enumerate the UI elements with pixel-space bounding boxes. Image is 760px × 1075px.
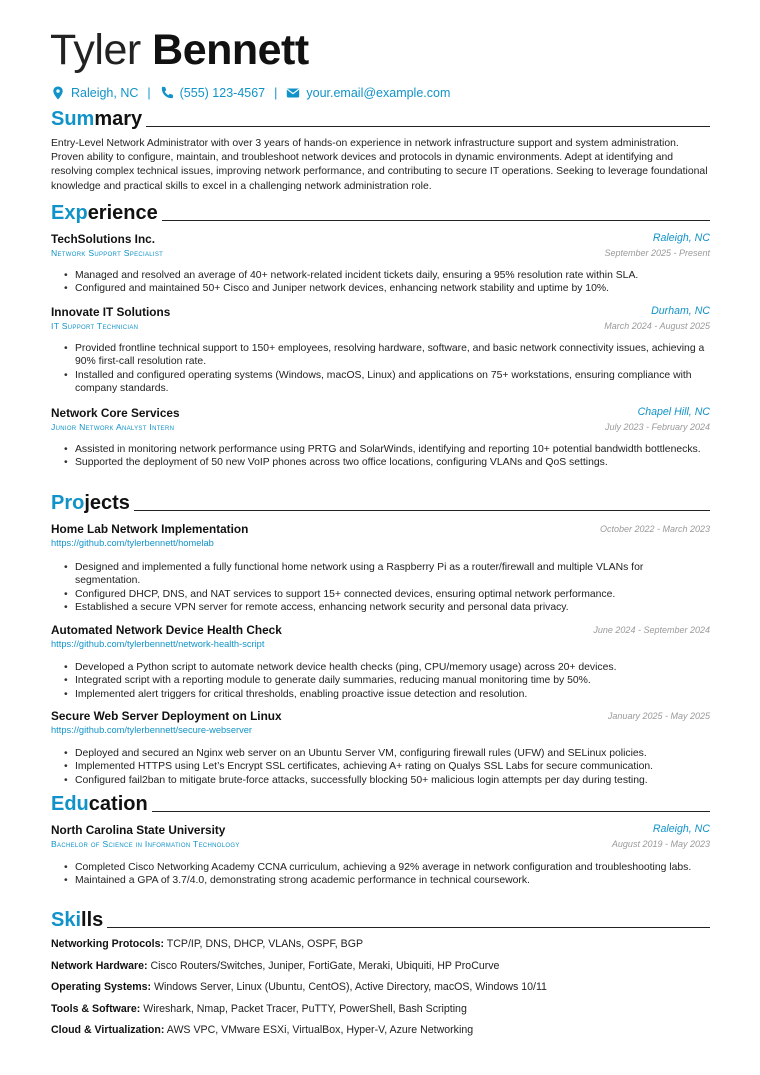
project-dates: October 2022 - March 2023 bbox=[599, 524, 710, 534]
skill-label: Tools & Software: bbox=[51, 1002, 141, 1015]
last-name: Bennett bbox=[152, 26, 309, 74]
skill-value: Wireshark, Nmap, Packet Tracer, PuTTY, PowerShell, Bash Scripting bbox=[143, 1002, 467, 1015]
employer-name: Network Core Services bbox=[51, 406, 180, 420]
project-bullets bbox=[51, 747, 710, 787]
section-rule bbox=[146, 126, 710, 127]
school-name: North Carolina State University bbox=[51, 823, 226, 837]
skill-value: AWS VPC, VMware ESXi, VirtualBox, Hyper-V, Azure Networking bbox=[166, 1024, 474, 1036]
project-link[interactable]: https://github.com/tylerbennett/secure-webserver bbox=[51, 725, 253, 735]
project-dates: June 2024 - September 2024 bbox=[593, 625, 710, 635]
location-text: Raleigh, NC bbox=[71, 86, 139, 100]
list-item: • Maintained a GPA of 3.7/4.0, demonstrating strong academic performance in technical coursework. bbox=[51, 874, 710, 887]
contact-phone[interactable] bbox=[160, 85, 265, 101]
project-link[interactable]: https://github.com/tylerbennett/homelab bbox=[51, 538, 214, 548]
list-item: • Managed and resolved an average of 40+ network-related incident tickets daily, ensuring a 95% resolution rate within SLA. bbox=[51, 269, 710, 282]
skill-row bbox=[51, 1002, 710, 1024]
experience-heading: Experience bbox=[51, 202, 710, 224]
map-marker-icon bbox=[51, 86, 65, 100]
job-bullets bbox=[51, 342, 710, 396]
skill-value: Cisco Routers/Switches, Juniper, FortiGate, Meraki, Ubiquiti, HP ProCurve bbox=[150, 959, 500, 972]
summary-heading: Summary bbox=[51, 108, 710, 130]
contact-email[interactable] bbox=[286, 85, 450, 101]
employer-name: TechSolutions Inc. bbox=[51, 232, 155, 246]
list-item: • Provided frontline technical support to 150+ employees, resolving hardware, software, and basic network connectivity issues, achieving a 90% first-call resolution rate. bbox=[51, 342, 710, 369]
list-item: • Established a secure VPN server for remote access, enhancing network security and personal data privacy. bbox=[51, 601, 710, 614]
contact-separator: | bbox=[147, 86, 151, 100]
list-item: • Deployed and secured an Nginx web server on an Ubuntu Server VM, configuring firewall rules (UFW) and SELinux policies. bbox=[51, 747, 710, 760]
job-dates: September 2025 - Present bbox=[604, 248, 710, 258]
section-rule bbox=[134, 510, 710, 511]
list-item: • Implemented HTTPS using Let’s Encrypt SSL certificates, achieving A+ rating on Qualys SSL Labs for secure communication. bbox=[51, 760, 710, 773]
list-item: • Developed a Python script to automate network device health checks (ping, CPU/memory usage) across 20+ devices. bbox=[51, 661, 710, 674]
list-item: • Integrated script with a reporting module to generate daily summaries, reducing manual monitoring time by 50%. bbox=[51, 674, 710, 687]
job-location: Durham, NC bbox=[651, 305, 710, 317]
job-location: Raleigh, NC bbox=[652, 232, 710, 244]
education-dates: August 2019 - May 2023 bbox=[611, 839, 710, 849]
skill-label: Network Hardware: bbox=[51, 959, 148, 972]
employer-name: Innovate IT Solutions bbox=[51, 305, 171, 319]
list-item: • Assisted in monitoring network performance using PRTG and SolarWinds, identifying and reporting 10+ potential bandwidth bottlenecks. bbox=[51, 443, 710, 456]
email-link[interactable]: your.email@example.com bbox=[306, 86, 451, 100]
list-item: • Completed Cisco Networking Academy CCNA curriculum, achieving a 92% average in network configuration and troubleshooting labs. bbox=[51, 861, 710, 874]
school-location: Raleigh, NC bbox=[652, 823, 710, 835]
contact-separator: | bbox=[274, 86, 278, 100]
contact-location bbox=[51, 85, 138, 101]
project-link[interactable]: https://github.com/tylerbennett/network-health-script bbox=[51, 639, 265, 649]
education-bullets bbox=[51, 861, 710, 888]
skill-value: Windows Server, Linux (Ubuntu, CentOS), Active Directory, macOS, Windows 10/11 bbox=[154, 981, 547, 993]
skill-row bbox=[51, 937, 710, 959]
projects-heading: Projects bbox=[51, 492, 710, 514]
education-heading: Education bbox=[51, 793, 710, 815]
candidate-name bbox=[50, 26, 309, 74]
list-item: • Implemented alert triggers for critical thresholds, enabling proactive issue detection and resolution. bbox=[51, 688, 710, 701]
project-dates: January 2025 - May 2025 bbox=[607, 711, 710, 721]
list-item: • Supported the deployment of 50 new VoIP phones across two office locations, configuring VLANs and QoS settings. bbox=[51, 456, 710, 469]
skill-row bbox=[51, 959, 710, 981]
project-name: Secure Web Server Deployment on Linux bbox=[51, 709, 282, 723]
list-item: • Configured fail2ban to mitigate brute-force attacks, successfully blocking 50+ malicious login attempts per day during testing. bbox=[51, 774, 710, 787]
section-rule bbox=[107, 927, 710, 928]
phone-icon bbox=[160, 86, 174, 100]
section-rule bbox=[152, 811, 710, 812]
contact-line bbox=[51, 85, 450, 101]
first-name: Tyler bbox=[50, 26, 141, 74]
skill-label: Networking Protocols: bbox=[51, 938, 165, 950]
job-bullets bbox=[51, 269, 710, 296]
job-dates: July 2023 - February 2024 bbox=[604, 422, 710, 432]
summary-text: Entry-Level Network Administrator with over 3 years of hands-on experience in network infrastructure support and system administration. Proven ability to configure, maintain, and troubleshoot network devices and protocols in dynamic environments. Adept at identifying and resolving complex technical issues, improving network performance, and contributing to secure IT operations. Seeking to leverage foundational knowledge and practical skills to excel in a challenging network administration role. bbox=[51, 138, 708, 192]
job-dates: March 2024 - August 2025 bbox=[604, 321, 710, 331]
job-title: IT Support Technician bbox=[51, 321, 139, 331]
project-name: Home Lab Network Implementation bbox=[51, 522, 249, 536]
phone-text[interactable]: (555) 123-4567 bbox=[179, 86, 266, 100]
skill-row bbox=[51, 980, 710, 1002]
skill-value: TCP/IP, DNS, DHCP, VLANs, OSPF, BGP bbox=[166, 938, 364, 950]
job-title: Network Support Specialist bbox=[51, 248, 164, 258]
section-rule bbox=[162, 220, 710, 221]
job-location: Chapel Hill, NC bbox=[637, 406, 710, 418]
project-name: Automated Network Device Health Check bbox=[51, 623, 282, 637]
job-bullets bbox=[51, 443, 710, 470]
list-item: • Configured and maintained 50+ Cisco and Juniper network devices, enhancing network stability and uptime by 10%. bbox=[51, 282, 710, 295]
list-item: • Configured DHCP, DNS, and NAT services to support 15+ connected devices, ensuring optimal network performance. bbox=[51, 588, 710, 601]
skill-row bbox=[51, 1023, 710, 1045]
skill-label: Cloud & Virtualization: bbox=[51, 1024, 165, 1036]
list-item: • Designed and implemented a fully functional home network using a Raspberry Pi as a router/firewall and multiple VLANs for segmentation. bbox=[51, 561, 710, 588]
envelope-icon bbox=[286, 86, 300, 100]
list-item: • Installed and configured operating systems (Windows, macOS, Linux) and applications on 75+ workstations, ensuring compliance with company standards. bbox=[51, 369, 710, 396]
skill-label: Operating Systems: bbox=[51, 981, 152, 993]
project-bullets bbox=[51, 661, 710, 701]
job-title: Junior Network Analyst Intern bbox=[51, 422, 175, 432]
skills-heading: Skills bbox=[51, 909, 710, 931]
degree-title: Bachelor of Science in Information Technology bbox=[51, 839, 240, 849]
skills-list bbox=[51, 937, 710, 1045]
project-bullets bbox=[51, 561, 710, 615]
